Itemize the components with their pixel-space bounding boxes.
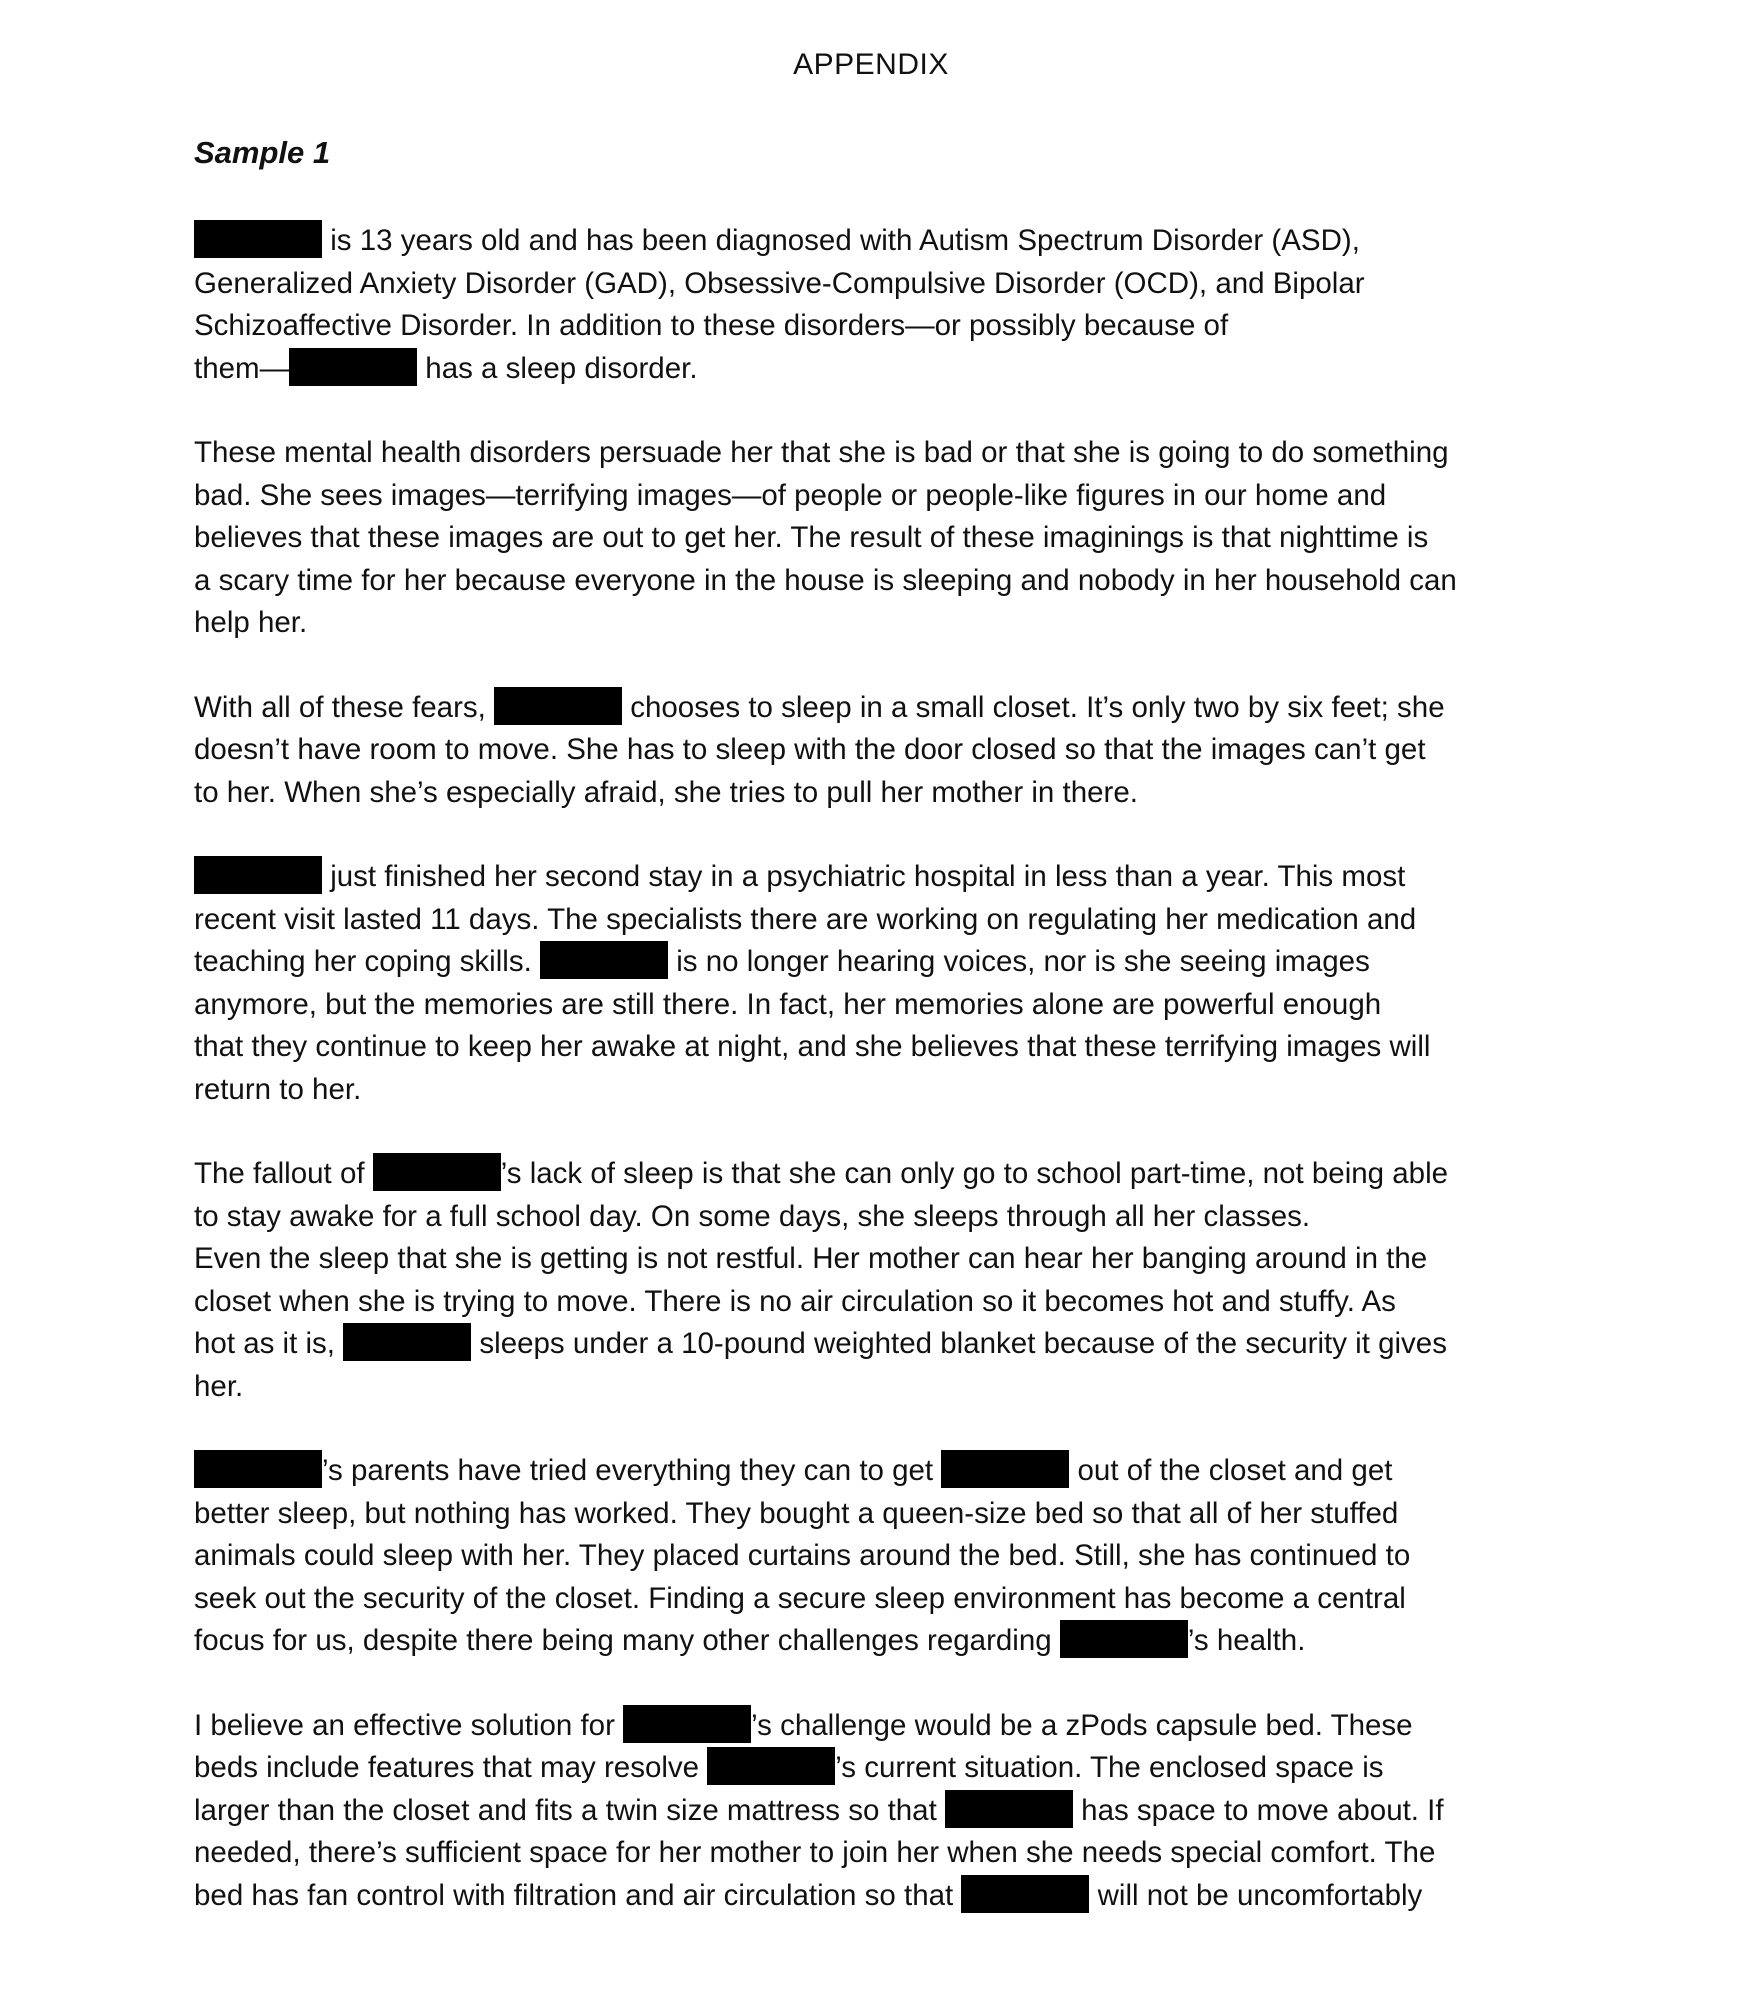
text-line xyxy=(194,560,1574,603)
text-segment: focus for us, despite there being many other challenges regarding xyxy=(194,1624,1060,1657)
text-segment: out of the closet and get xyxy=(1069,1454,1393,1487)
text-segment: ’s current situation. The enclosed space is xyxy=(835,1751,1384,1784)
text-segment: believes that these images are out to get her. The result of these imaginings is that nighttime is xyxy=(194,521,1429,554)
text-segment: help her. xyxy=(194,606,308,639)
redaction-block xyxy=(194,1450,322,1488)
text-segment: them— xyxy=(194,351,290,385)
text-line xyxy=(194,475,1574,518)
redaction-block xyxy=(1060,1620,1188,1658)
text-line xyxy=(194,1875,1574,1918)
redaction-block xyxy=(194,856,322,894)
text-segment: has space to move about. If xyxy=(1072,1793,1444,1827)
text-segment: With all of these fears, xyxy=(194,690,495,724)
text-segment: a scary time for her because everyone in the house is sleeping and nobody in her household can xyxy=(194,563,1457,597)
text-segment: beds include features that may resolve xyxy=(194,1751,708,1784)
text-line xyxy=(194,1705,1574,1748)
text-line xyxy=(194,1450,1574,1493)
text-segment: is no longer hearing voices, nor is she seeing images xyxy=(668,945,1370,978)
text-line xyxy=(194,263,1574,306)
text-line xyxy=(194,1069,1574,1112)
text-segment: larger than the closet and fits a twin size mattress so that xyxy=(194,1793,945,1827)
text-segment: teaching her coping skills. xyxy=(194,945,540,978)
text-segment: recent visit lasted 11 days. The specialists there are working on regulating her medication and xyxy=(194,902,1417,936)
redaction-block xyxy=(961,1875,1089,1913)
redaction-block xyxy=(945,1790,1073,1828)
text-line xyxy=(194,1196,1574,1239)
text-line xyxy=(194,856,1574,899)
text-segment: anymore, but the memories are still there. In fact, her memories alone are powerful enough xyxy=(194,987,1382,1021)
text-segment: Schizoaffective Disorder. In addition to these disorders—or possibly because of xyxy=(194,309,1229,342)
text-segment: hot as it is, xyxy=(194,1327,344,1360)
redaction-block xyxy=(373,1153,501,1191)
paragraph xyxy=(194,1705,1574,1918)
text-line xyxy=(194,899,1574,942)
text-segment: closet when she is trying to move. There is no air circulation so it becomes hot and stuffy. As xyxy=(194,1284,1396,1318)
text-segment: seek out the security of the closet. Finding a secure sleep environment has become a central xyxy=(194,1581,1406,1615)
text-segment: has a sleep disorder. xyxy=(417,351,698,385)
text-line xyxy=(194,348,1574,391)
text-segment: bad. She sees images—terrifying images—of people or people-like figures in our home and xyxy=(194,478,1387,512)
text-line xyxy=(194,772,1574,815)
paragraph xyxy=(194,687,1574,815)
text-segment: Generalized Anxiety Disorder (GAD), Obsessive-Compulsive Disorder (OCD), and Bipolar xyxy=(194,266,1365,300)
text-line xyxy=(194,1620,1574,1663)
text-segment: better sleep, but nothing has worked. They bought a queen-size bed so that all of her stuffed xyxy=(194,1496,1399,1530)
redaction-block xyxy=(540,941,668,979)
text-segment: that they continue to keep her awake at night, and she believes that these terrifying images will xyxy=(194,1030,1431,1063)
text-segment: return to her. xyxy=(194,1072,362,1106)
text-segment: doesn’t have room to move. She has to sleep with the door closed so that the images can’t get xyxy=(194,733,1426,766)
text-line xyxy=(194,220,1574,263)
text-segment: The fallout of xyxy=(194,1157,373,1190)
text-line xyxy=(194,1790,1574,1833)
text-segment: will not be uncomfortably xyxy=(1089,1878,1423,1912)
text-segment: ’s health. xyxy=(1187,1624,1306,1657)
text-line xyxy=(194,1026,1574,1069)
text-segment: her. xyxy=(194,1369,244,1403)
redaction-block xyxy=(494,687,622,725)
text-line xyxy=(194,729,1574,772)
text-segment: needed, there’s sufficient space for her mother to join her when she needs special comfort. The xyxy=(194,1836,1436,1869)
text-line xyxy=(194,941,1574,984)
text-segment: just finished her second stay in a psychiatric hospital in less than a year. This most xyxy=(322,860,1406,893)
text-segment: sleeps under a 10-pound weighted blanket because of the security it gives xyxy=(471,1327,1447,1360)
paragraph xyxy=(194,1153,1574,1408)
text-segment: to stay awake for a full school day. On some days, she sleeps through all her classes. xyxy=(194,1199,1311,1233)
paragraph xyxy=(194,220,1574,390)
text-line xyxy=(194,517,1574,560)
text-segment: ’s challenge would be a zPods capsule bed. These xyxy=(751,1708,1413,1742)
text-line xyxy=(194,1281,1574,1324)
text-line xyxy=(194,602,1574,645)
text-line xyxy=(194,1238,1574,1281)
text-segment: I believe an effective solution for xyxy=(194,1708,624,1742)
text-line xyxy=(194,687,1574,730)
redaction-block xyxy=(343,1323,471,1361)
text-line xyxy=(194,984,1574,1027)
text-segment: bed has fan control with filtration and air circulation so that xyxy=(194,1878,962,1912)
text-line xyxy=(194,1747,1574,1790)
text-segment: ’s parents have tried everything they can to get xyxy=(322,1454,942,1487)
text-line xyxy=(194,1493,1574,1536)
text-line xyxy=(194,1366,1574,1409)
text-line xyxy=(194,305,1574,348)
text-segment: to her. When she’s especially afraid, she tries to pull her mother in there. xyxy=(194,775,1138,809)
redaction-block xyxy=(941,1450,1069,1488)
redaction-block xyxy=(289,348,417,386)
text-segment: ’s lack of sleep is that she can only go to school part-time, not being able xyxy=(500,1157,1449,1190)
paragraph xyxy=(194,1450,1574,1663)
text-segment: These mental health disorders persuade her that she is bad or that she is going to do something xyxy=(194,436,1449,469)
text-line xyxy=(194,1578,1574,1621)
redaction-block xyxy=(707,1747,835,1785)
document-body xyxy=(194,220,1574,1959)
paragraph xyxy=(194,432,1574,645)
redaction-block xyxy=(623,1705,751,1743)
text-segment: is 13 years old and has been diagnosed with Autism Spectrum Disorder (ASD), xyxy=(322,224,1360,257)
text-segment: animals could sleep with her. They placed curtains around the bed. Still, she has continued to xyxy=(194,1539,1411,1572)
page-title: APPENDIX xyxy=(793,48,949,81)
redaction-block xyxy=(194,220,322,258)
text-line xyxy=(194,1832,1574,1875)
text-segment: chooses to sleep in a small closet. It’s only two by six feet; she xyxy=(622,690,1445,724)
text-line xyxy=(194,1323,1574,1366)
section-heading: Sample 1 xyxy=(194,135,331,170)
text-line xyxy=(194,432,1574,475)
paragraph xyxy=(194,856,1574,1111)
text-line xyxy=(194,1153,1574,1196)
text-line xyxy=(194,1535,1574,1578)
text-segment: Even the sleep that she is getting is not restful. Her mother can hear her banging around in the xyxy=(194,1242,1428,1275)
